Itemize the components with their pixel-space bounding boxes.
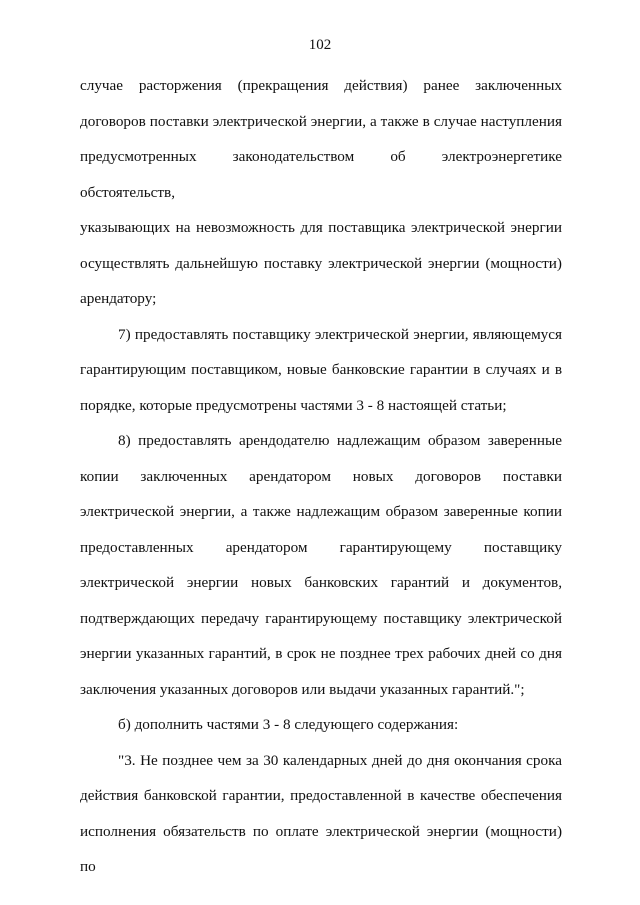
text-line: гарантирующим поставщиком, новые банковские гарантии в случаях и в (80, 361, 562, 378)
text-line: случае расторжения (прекращения действия) ранее заключенных (80, 77, 562, 94)
text-line: энергии указанных гарантий, в срок не позднее трех рабочих дней со дня (80, 645, 562, 662)
text-line: действия банковской гарантии, предоставленной в качестве обеспечения (80, 787, 562, 804)
text-line: подтверждающих передачу гарантирующему поставщику электрической (80, 609, 562, 627)
page-number: 102 (308, 37, 332, 53)
text-line: порядке, которые предусмотрены частями 3 - 8 настоящей статьи; (80, 396, 507, 414)
text-line: электрической энергии, а также надлежащим образом заверенные копии (80, 503, 562, 520)
text-line: 8) предоставлять арендодателю надлежащим образом заверенные (118, 432, 562, 449)
paragraph (80, 423, 562, 707)
text-line: исполнения обязательств по оплате электрической энергии (мощности) по (80, 822, 562, 875)
text-line: 7) предоставлять поставщику электрической энергии, являющемуся (118, 325, 562, 343)
text-line: арендатору; (80, 290, 157, 307)
text-line: осуществлять дальнейшую поставку электрической энергии (мощности) (80, 254, 562, 272)
text-line: б) дополнить частями 3 - 8 следующего содержания: (118, 716, 459, 733)
paragraph (80, 317, 562, 424)
text-line: заключения указанных договоров или выдачи указанных гарантий."; (80, 680, 525, 698)
paragraph (80, 743, 562, 885)
text-line: договоров поставки электрической энергии, а также в случае наступления (80, 112, 562, 130)
document-body (80, 68, 562, 885)
paragraph (80, 68, 562, 317)
text-line: предоставленных арендатором гарантирующему поставщику (80, 538, 562, 556)
text-line: копии заключенных арендатором новых договоров поставки (80, 467, 562, 485)
text-line: указывающих на невозможность для поставщика электрической энергии (80, 219, 562, 236)
paragraph (80, 707, 562, 743)
text-line: "3. Не позднее чем за 30 календарных дней до дня окончания срока (118, 751, 562, 769)
text-line: предусмотренных законодательством об электроэнергетике обстоятельств, (80, 148, 562, 201)
text-line: электрической энергии новых банковских гарантий и документов, (80, 574, 562, 591)
